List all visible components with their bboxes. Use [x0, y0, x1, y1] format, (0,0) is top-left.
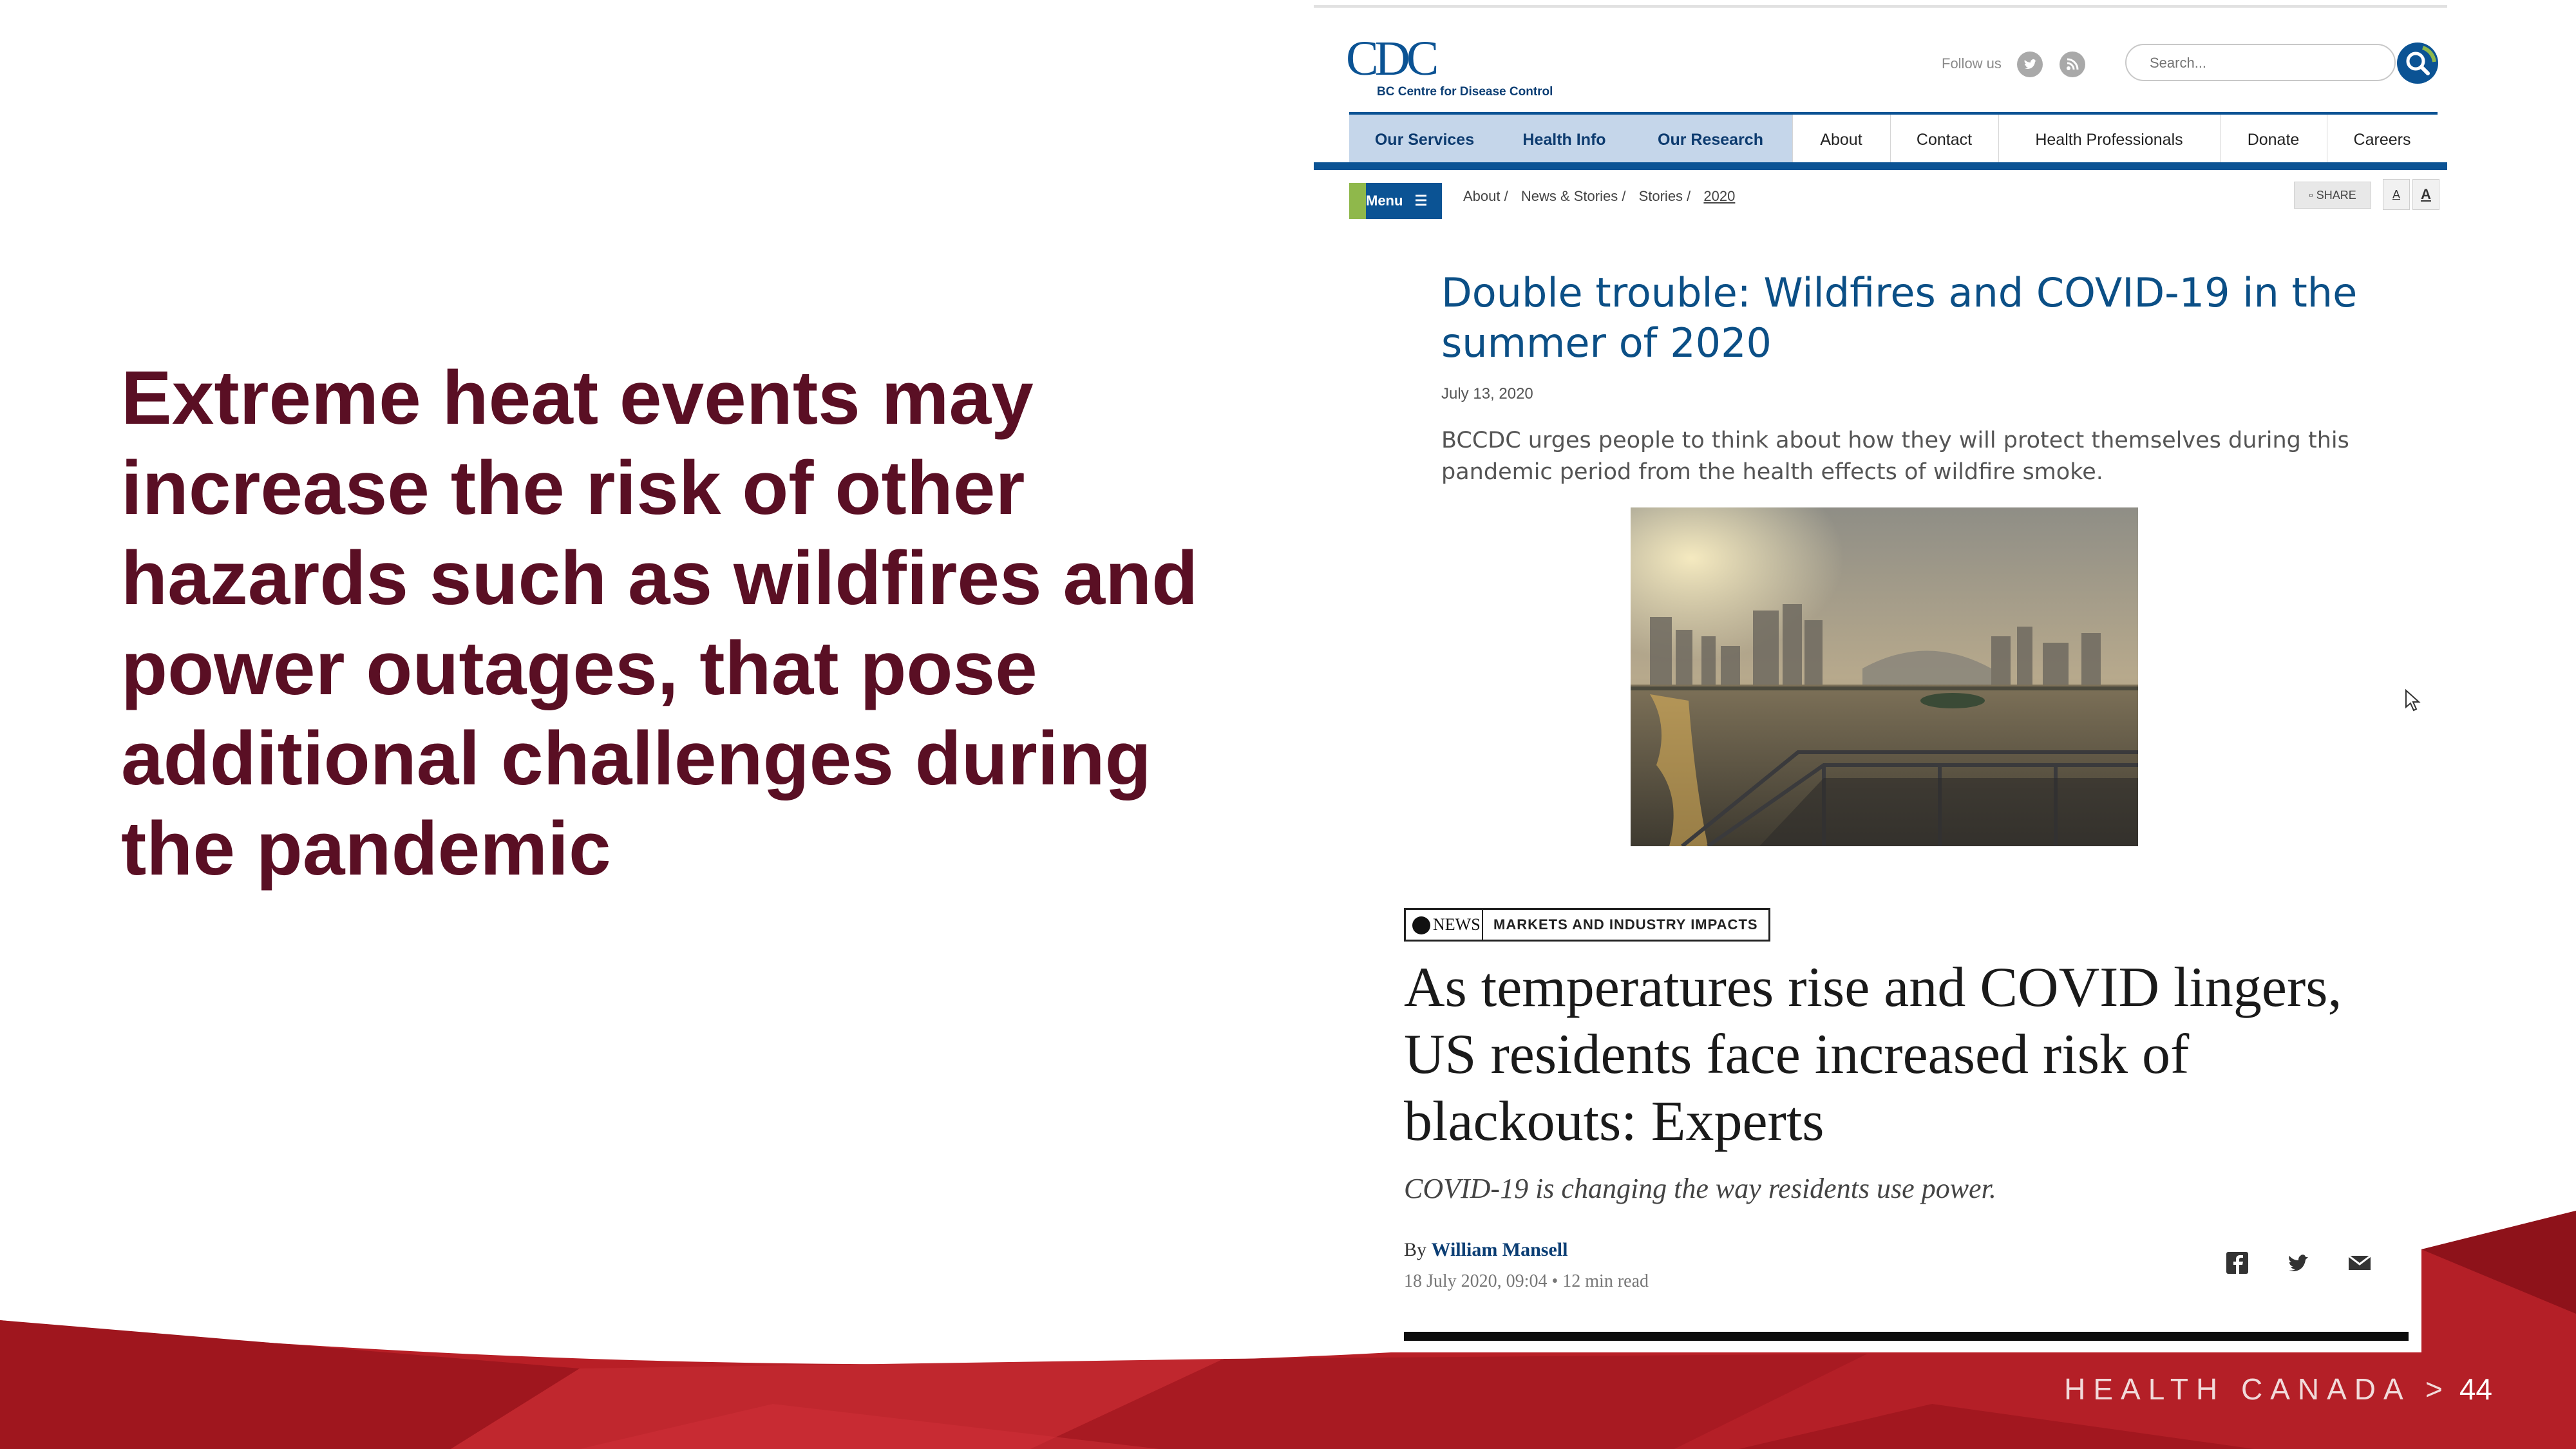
- news-headline: As temperatures rise and COVID lingers, US residents face increased risk of blackouts: Experts: [1404, 956, 2342, 1153]
- nav-our-research[interactable]: Our Research: [1629, 115, 1793, 165]
- rss-icon[interactable]: [2060, 52, 2085, 77]
- menu-button[interactable]: [1349, 183, 1442, 219]
- breadcrumb: [1463, 188, 1744, 205]
- publish-date: 18 July 2020, 09:04 • 12 min read: [1404, 1271, 1649, 1291]
- share-icon: ▫: [2309, 189, 2316, 202]
- main-nav: [1349, 112, 2438, 165]
- wildfire-smoke-photo: [1631, 507, 2138, 846]
- hamburger-icon: ☰: [1414, 193, 1428, 209]
- search-input[interactable]: [2148, 53, 2370, 73]
- article-title[interactable]: Double trouble: Wildfires and COVID-19 in the summer of 2020: [1441, 269, 2358, 366]
- news-subheadline: COVID-19 is changing the way residents use power.: [1404, 1173, 1996, 1204]
- slide-headline: Extreme heat events may increase the risk of other hazards such as wildfires and power outages, that pose additional challenges during the pandemic: [121, 355, 1198, 891]
- article-summary: BCCDC urges people to think about how they will protect themselves during this pandemic period from the health effects of wildfire smoke.: [1441, 428, 2349, 485]
- abc-logo-icon: [1412, 916, 1430, 934]
- share-label: SHARE: [2316, 189, 2356, 202]
- article-divider: [1404, 1332, 2409, 1341]
- search-icon: [2397, 43, 2438, 84]
- font-size-small-button[interactable]: A: [2383, 179, 2410, 210]
- nav-underline: [1314, 162, 2447, 170]
- menu-label: Menu: [1366, 193, 1403, 209]
- nav-contact[interactable]: Contact: [1890, 115, 1999, 165]
- page-number: 44: [2459, 1372, 2492, 1406]
- search-button[interactable]: [2397, 43, 2438, 84]
- logo-mark: CDC: [1346, 32, 1435, 86]
- bccdc-screenshot: [1314, 5, 2447, 875]
- mouse-cursor-icon: [2405, 689, 2421, 712]
- abc-brand: NEWS: [1433, 915, 1481, 934]
- breadcrumb-news-stories[interactable]: News & Stories /: [1520, 188, 1626, 204]
- nav-careers[interactable]: Careers: [2353, 131, 2411, 149]
- nav-about[interactable]: About: [1792, 115, 1891, 165]
- search-box: [2125, 44, 2396, 81]
- twitter-icon[interactable]: [2286, 1251, 2311, 1275]
- article-category[interactable]: MARKETS AND INDUSTRY IMPACTS: [1493, 916, 1758, 933]
- nav-health-info[interactable]: Health Info: [1500, 115, 1629, 165]
- follow-label: Follow us: [1942, 55, 2002, 71]
- article-tag: [1404, 908, 1770, 942]
- logo-text: BC Centre for Disease Control: [1377, 85, 1553, 99]
- facebook-icon[interactable]: [2225, 1251, 2249, 1275]
- article-date: July 13, 2020: [1441, 385, 1533, 402]
- breadcrumb-2020[interactable]: 2020: [1703, 188, 1736, 204]
- footer-label: [2064, 1372, 2492, 1406]
- breadcrumb-about[interactable]: About /: [1463, 188, 1508, 204]
- menu-accent: [1349, 183, 1366, 219]
- abc-news-logo[interactable]: [1406, 910, 1483, 940]
- nav-our-services[interactable]: Our Services: [1349, 115, 1501, 165]
- nav-health-professionals[interactable]: Health Professionals: [1998, 115, 2221, 165]
- footer-org: HEALTH CANADA >: [2064, 1372, 2450, 1406]
- font-size-large-button[interactable]: A: [2412, 179, 2439, 210]
- nav-donate[interactable]: Donate: [2220, 115, 2327, 165]
- author-link[interactable]: William Mansell: [1431, 1239, 1568, 1260]
- bccdc-logo[interactable]: [1346, 31, 1565, 102]
- share-button[interactable]: [2294, 182, 2371, 209]
- by-label: By: [1404, 1239, 1427, 1260]
- email-icon[interactable]: [2347, 1251, 2372, 1275]
- byline: [1404, 1239, 1567, 1261]
- breadcrumb-stories[interactable]: Stories /: [1638, 188, 1691, 204]
- top-divider: [1314, 5, 2447, 8]
- abc-news-screenshot: [1391, 895, 2421, 1343]
- twitter-icon[interactable]: [2017, 52, 2043, 77]
